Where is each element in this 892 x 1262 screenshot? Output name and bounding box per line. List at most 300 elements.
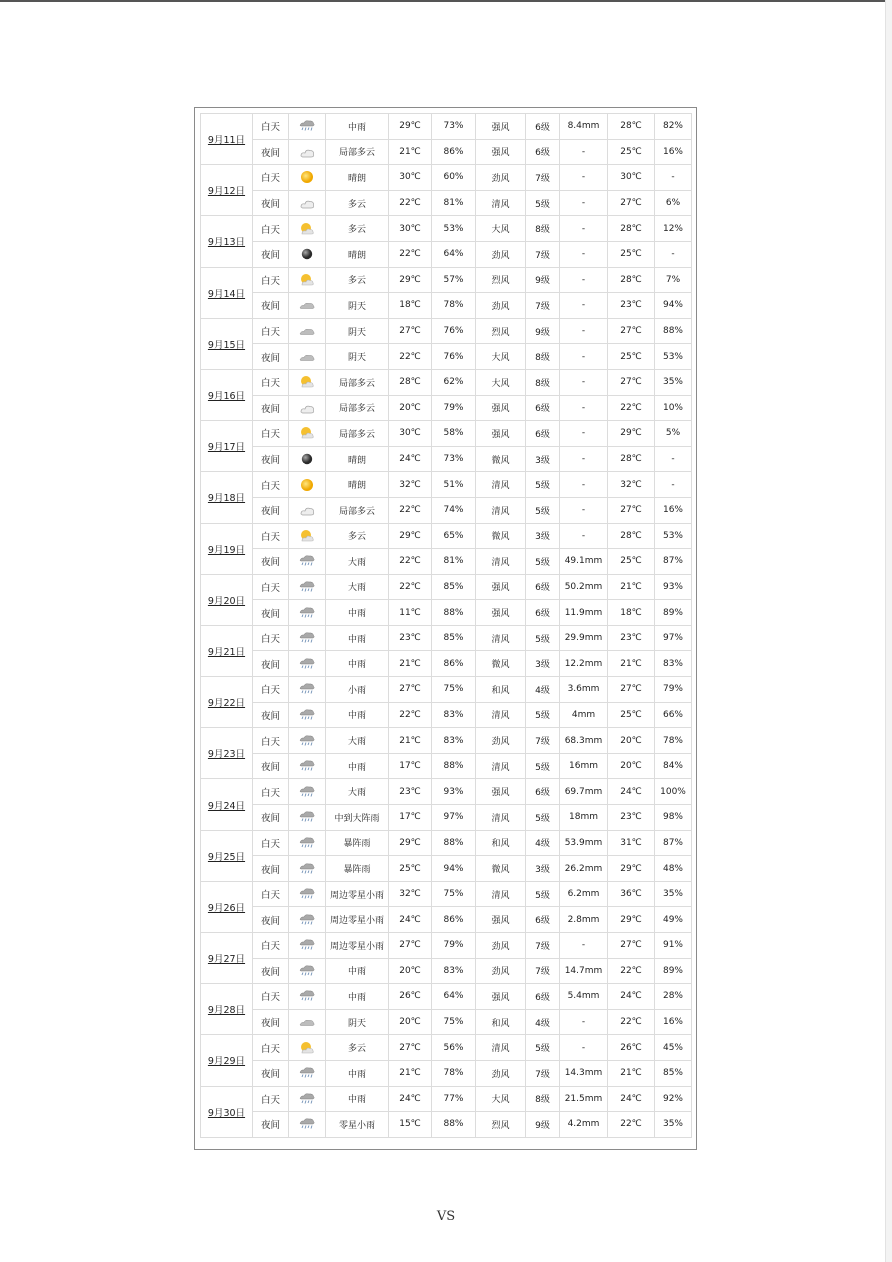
humidity-cell: 64% [432, 241, 476, 267]
rain-chance-cell: 53% [655, 344, 692, 370]
humidity-cell: 60% [432, 165, 476, 191]
humidity-cell: 86% [432, 907, 476, 933]
icon-cell [289, 856, 326, 882]
humidity-cell: 83% [432, 728, 476, 754]
condition-cell: 阴天 [326, 318, 389, 344]
condition-cell: 暴阵雨 [326, 830, 389, 856]
icon-cell [289, 651, 326, 677]
rain-icon [299, 887, 315, 901]
condition-cell: 周边零星小雨 [326, 933, 389, 959]
date-cell[interactable]: 9月18日 [201, 472, 253, 523]
wind-level-cell: 4级 [526, 830, 560, 856]
temperature-cell: 30℃ [389, 216, 432, 242]
precipitation-cell: - [560, 344, 608, 370]
wind-cell: 强风 [476, 395, 526, 421]
temperature-cell: 25℃ [389, 856, 432, 882]
partly-cloudy-night-icon [299, 196, 315, 210]
feels-like-cell: 23℃ [608, 805, 655, 831]
icon-cell [289, 702, 326, 728]
condition-cell: 小雨 [326, 677, 389, 703]
icon-cell [289, 779, 326, 805]
precipitation-cell: - [560, 318, 608, 344]
humidity-cell: 77% [432, 1086, 476, 1112]
wind-level-cell: 8级 [526, 369, 560, 395]
rain-icon [299, 554, 315, 568]
condition-cell: 晴朗 [326, 241, 389, 267]
wind-cell: 微风 [476, 446, 526, 472]
humidity-cell: 78% [432, 293, 476, 319]
wind-cell: 劲风 [476, 241, 526, 267]
rain-icon [299, 964, 315, 978]
feels-like-cell: 28℃ [608, 267, 655, 293]
rain-chance-cell: 49% [655, 907, 692, 933]
period-cell: 白天 [253, 574, 289, 600]
date-cell[interactable]: 9月17日 [201, 421, 253, 472]
wind-cell: 强风 [476, 984, 526, 1010]
wind-cell: 清风 [476, 1035, 526, 1061]
period-cell: 白天 [253, 318, 289, 344]
date-cell[interactable]: 9月19日 [201, 523, 253, 574]
partly-cloudy-night-icon [299, 145, 315, 159]
wind-cell: 强风 [476, 421, 526, 447]
date-cell[interactable]: 9月21日 [201, 625, 253, 676]
precipitation-cell: - [560, 165, 608, 191]
table-row [201, 1060, 692, 1086]
partly-cloudy-day-icon [299, 1041, 315, 1055]
table-row [201, 472, 692, 498]
precipitation-cell: 5.4mm [560, 984, 608, 1010]
rain-icon [299, 913, 315, 927]
precipitation-cell: 50.2mm [560, 574, 608, 600]
humidity-cell: 51% [432, 472, 476, 498]
condition-cell: 中雨 [326, 1060, 389, 1086]
condition-cell: 多云 [326, 267, 389, 293]
condition-cell: 大雨 [326, 779, 389, 805]
weather-forecast-table [200, 113, 692, 1138]
rain-chance-cell: 89% [655, 600, 692, 626]
condition-cell: 晴朗 [326, 472, 389, 498]
date-cell[interactable]: 9月30日 [201, 1086, 253, 1137]
period-cell: 夜间 [253, 651, 289, 677]
period-cell: 夜间 [253, 805, 289, 831]
temperature-cell: 32℃ [389, 881, 432, 907]
wind-cell: 强风 [476, 114, 526, 140]
partly-cloudy-night-icon [299, 503, 315, 517]
period-cell: 白天 [253, 779, 289, 805]
period-cell: 夜间 [253, 395, 289, 421]
condition-cell: 中雨 [326, 753, 389, 779]
condition-cell: 周边零星小雨 [326, 907, 389, 933]
wind-level-cell: 6级 [526, 114, 560, 140]
precipitation-cell: 69.7mm [560, 779, 608, 805]
precipitation-cell: - [560, 241, 608, 267]
wind-level-cell: 5级 [526, 1035, 560, 1061]
wind-level-cell: 7级 [526, 933, 560, 959]
period-cell: 夜间 [253, 1009, 289, 1035]
wind-cell: 清风 [476, 702, 526, 728]
wind-level-cell: 6级 [526, 907, 560, 933]
table-row [201, 702, 692, 728]
feels-like-cell: 25℃ [608, 702, 655, 728]
table-row [201, 574, 692, 600]
sunny-icon [299, 478, 315, 492]
date-cell[interactable]: 9月25日 [201, 830, 253, 881]
cloudy-icon [299, 350, 315, 364]
precipitation-cell: 53.9mm [560, 830, 608, 856]
humidity-cell: 97% [432, 805, 476, 831]
condition-cell: 多云 [326, 523, 389, 549]
temperature-cell: 30℃ [389, 421, 432, 447]
condition-cell: 中雨 [326, 702, 389, 728]
humidity-cell: 81% [432, 549, 476, 575]
table-row [201, 421, 692, 447]
table-row [201, 1112, 692, 1138]
feels-like-cell: 21℃ [608, 1060, 655, 1086]
period-cell: 白天 [253, 523, 289, 549]
table-row [201, 907, 692, 933]
condition-cell: 多云 [326, 190, 389, 216]
icon-cell [289, 318, 326, 344]
partly-cloudy-day-icon [299, 426, 315, 440]
condition-cell: 中雨 [326, 625, 389, 651]
humidity-cell: 64% [432, 984, 476, 1010]
wind-level-cell: 5级 [526, 881, 560, 907]
rain-icon [299, 1092, 315, 1106]
date-cell[interactable]: 9月20日 [201, 574, 253, 625]
wind-cell: 烈风 [476, 1112, 526, 1138]
wind-cell: 和风 [476, 1009, 526, 1035]
feels-like-cell: 23℃ [608, 293, 655, 319]
temperature-cell: 22℃ [389, 344, 432, 370]
precipitation-cell: 18mm [560, 805, 608, 831]
table-row [201, 293, 692, 319]
date-cell[interactable]: 9月28日 [201, 984, 253, 1035]
rain-icon [299, 759, 315, 773]
date-cell[interactable]: 9月15日 [201, 318, 253, 369]
rain-chance-cell: 78% [655, 728, 692, 754]
condition-cell: 大雨 [326, 574, 389, 600]
weather-table-body [201, 114, 692, 1138]
icon-cell [289, 958, 326, 984]
date-cell[interactable]: 9月27日 [201, 933, 253, 984]
icon-cell [289, 933, 326, 959]
period-cell: 白天 [253, 933, 289, 959]
date-cell[interactable]: 9月23日 [201, 728, 253, 779]
period-cell: 白天 [253, 165, 289, 191]
wind-cell: 清风 [476, 190, 526, 216]
table-row [201, 216, 692, 242]
wind-level-cell: 6级 [526, 395, 560, 421]
rain-icon [299, 938, 315, 952]
humidity-cell: 88% [432, 1112, 476, 1138]
precipitation-cell: - [560, 497, 608, 523]
period-cell: 白天 [253, 421, 289, 447]
condition-cell: 中雨 [326, 600, 389, 626]
rain-chance-cell: 45% [655, 1035, 692, 1061]
condition-cell: 局部多云 [326, 421, 389, 447]
wind-level-cell: 5级 [526, 805, 560, 831]
precipitation-cell: 12.2mm [560, 651, 608, 677]
precipitation-cell: 8.4mm [560, 114, 608, 140]
temperature-cell: 17℃ [389, 753, 432, 779]
wind-level-cell: 6级 [526, 139, 560, 165]
humidity-cell: 88% [432, 600, 476, 626]
period-cell: 夜间 [253, 702, 289, 728]
period-cell: 白天 [253, 728, 289, 754]
wind-cell: 和风 [476, 830, 526, 856]
wind-level-cell: 7级 [526, 1060, 560, 1086]
table-row [201, 933, 692, 959]
rain-chance-cell: 87% [655, 549, 692, 575]
table-row [201, 267, 692, 293]
precipitation-cell: 21.5mm [560, 1086, 608, 1112]
condition-cell: 局部多云 [326, 497, 389, 523]
period-cell: 白天 [253, 1086, 289, 1112]
rain-chance-cell: 87% [655, 830, 692, 856]
date-cell[interactable]: 9月22日 [201, 677, 253, 728]
feels-like-cell: 22℃ [608, 1112, 655, 1138]
icon-cell [289, 293, 326, 319]
wind-cell: 强风 [476, 600, 526, 626]
precipitation-cell: 14.7mm [560, 958, 608, 984]
rain-chance-cell: - [655, 446, 692, 472]
condition-cell: 晴朗 [326, 165, 389, 191]
feels-like-cell: 22℃ [608, 1009, 655, 1035]
feels-like-cell: 21℃ [608, 651, 655, 677]
condition-cell: 阴天 [326, 1009, 389, 1035]
date-cell[interactable]: 9月14日 [201, 267, 253, 318]
wind-level-cell: 5级 [526, 549, 560, 575]
icon-cell [289, 395, 326, 421]
table-row [201, 779, 692, 805]
precipitation-cell: - [560, 933, 608, 959]
wind-cell: 大风 [476, 369, 526, 395]
feels-like-cell: 27℃ [608, 933, 655, 959]
icon-cell [289, 190, 326, 216]
table-row [201, 677, 692, 703]
icon-cell [289, 753, 326, 779]
rain-chance-cell: 12% [655, 216, 692, 242]
cloudy-icon [299, 324, 315, 338]
wind-level-cell: 5级 [526, 472, 560, 498]
wind-cell: 劲风 [476, 1060, 526, 1086]
rain-icon [299, 734, 315, 748]
icon-cell [289, 267, 326, 293]
humidity-cell: 83% [432, 702, 476, 728]
precipitation-cell: - [560, 369, 608, 395]
date-cell[interactable]: 9月29日 [201, 1035, 253, 1086]
wind-cell: 大风 [476, 344, 526, 370]
condition-cell: 局部多云 [326, 369, 389, 395]
table-row [201, 1086, 692, 1112]
table-row [201, 114, 692, 140]
precipitation-cell: 16mm [560, 753, 608, 779]
table-row [201, 830, 692, 856]
icon-cell [289, 1060, 326, 1086]
icon-cell [289, 497, 326, 523]
wind-level-cell: 4级 [526, 677, 560, 703]
precipitation-cell: 68.3mm [560, 728, 608, 754]
rain-chance-cell: 16% [655, 1009, 692, 1035]
cloudy-icon [299, 1015, 315, 1029]
partly-cloudy-day-icon [299, 273, 315, 287]
page-footer-label: VS [436, 1209, 456, 1224]
temperature-cell: 32℃ [389, 472, 432, 498]
feels-like-cell: 20℃ [608, 728, 655, 754]
wind-level-cell: 4级 [526, 1009, 560, 1035]
wind-level-cell: 7级 [526, 293, 560, 319]
rain-icon [299, 836, 315, 850]
temperature-cell: 15℃ [389, 1112, 432, 1138]
precipitation-cell: 6.2mm [560, 881, 608, 907]
feels-like-cell: 28℃ [608, 446, 655, 472]
condition-cell: 多云 [326, 1035, 389, 1061]
rain-chance-cell: 10% [655, 395, 692, 421]
period-cell: 夜间 [253, 241, 289, 267]
condition-cell: 多云 [326, 216, 389, 242]
table-row [201, 369, 692, 395]
precipitation-cell: - [560, 395, 608, 421]
date-cell[interactable]: 9月26日 [201, 881, 253, 932]
temperature-cell: 24℃ [389, 1086, 432, 1112]
rain-chance-cell: 5% [655, 421, 692, 447]
rain-chance-cell: 35% [655, 369, 692, 395]
feels-like-cell: 31℃ [608, 830, 655, 856]
rain-icon [299, 580, 315, 594]
wind-level-cell: 8级 [526, 216, 560, 242]
rain-chance-cell: 93% [655, 574, 692, 600]
table-row [201, 856, 692, 882]
humidity-cell: 81% [432, 190, 476, 216]
period-cell: 白天 [253, 369, 289, 395]
condition-cell: 周边零星小雨 [326, 881, 389, 907]
icon-cell [289, 446, 326, 472]
wind-level-cell: 5级 [526, 625, 560, 651]
humidity-cell: 73% [432, 114, 476, 140]
period-cell: 白天 [253, 114, 289, 140]
temperature-cell: 23℃ [389, 779, 432, 805]
feels-like-cell: 25℃ [608, 139, 655, 165]
partly-cloudy-day-icon [299, 375, 315, 389]
feels-like-cell: 29℃ [608, 856, 655, 882]
humidity-cell: 86% [432, 651, 476, 677]
icon-cell [289, 114, 326, 140]
temperature-cell: 27℃ [389, 1035, 432, 1061]
date-cell[interactable]: 9月11日 [201, 114, 253, 165]
icon-cell [289, 421, 326, 447]
temperature-cell: 30℃ [389, 165, 432, 191]
rain-icon [299, 708, 315, 722]
condition-cell: 暴阵雨 [326, 856, 389, 882]
humidity-cell: 76% [432, 318, 476, 344]
table-row [201, 805, 692, 831]
wind-level-cell: 8级 [526, 1086, 560, 1112]
period-cell: 白天 [253, 984, 289, 1010]
humidity-cell: 62% [432, 369, 476, 395]
humidity-cell: 85% [432, 625, 476, 651]
icon-cell [289, 369, 326, 395]
temperature-cell: 20℃ [389, 958, 432, 984]
period-cell: 白天 [253, 472, 289, 498]
precipitation-cell: - [560, 421, 608, 447]
wind-cell: 微风 [476, 523, 526, 549]
condition-cell: 局部多云 [326, 395, 389, 421]
feels-like-cell: 20℃ [608, 753, 655, 779]
icon-cell [289, 1009, 326, 1035]
wind-level-cell: 9级 [526, 1112, 560, 1138]
wind-level-cell: 9级 [526, 318, 560, 344]
table-row [201, 881, 692, 907]
feels-like-cell: 28℃ [608, 216, 655, 242]
rain-icon [299, 1066, 315, 1080]
weather-table-frame [194, 107, 697, 1150]
table-row [201, 446, 692, 472]
period-cell: 夜间 [253, 549, 289, 575]
icon-cell [289, 805, 326, 831]
partly-cloudy-day-icon [299, 529, 315, 543]
rain-chance-cell: 16% [655, 139, 692, 165]
date-cell[interactable]: 9月13日 [201, 216, 253, 267]
feels-like-cell: 26℃ [608, 1035, 655, 1061]
date-cell[interactable]: 9月24日 [201, 779, 253, 830]
precipitation-cell: 11.9mm [560, 600, 608, 626]
humidity-cell: 53% [432, 216, 476, 242]
wind-cell: 清风 [476, 549, 526, 575]
condition-cell: 阴天 [326, 344, 389, 370]
condition-cell: 中雨 [326, 984, 389, 1010]
humidity-cell: 78% [432, 1060, 476, 1086]
icon-cell [289, 728, 326, 754]
rain-chance-cell: 28% [655, 984, 692, 1010]
icon-cell [289, 241, 326, 267]
date-cell[interactable]: 9月16日 [201, 369, 253, 420]
table-row [201, 600, 692, 626]
rain-icon [299, 119, 315, 133]
wind-cell: 强风 [476, 574, 526, 600]
feels-like-cell: 36℃ [608, 881, 655, 907]
humidity-cell: 79% [432, 395, 476, 421]
temperature-cell: 22℃ [389, 549, 432, 575]
wind-cell: 强风 [476, 139, 526, 165]
period-cell: 白天 [253, 267, 289, 293]
rain-chance-cell: 100% [655, 779, 692, 805]
precipitation-cell: - [560, 190, 608, 216]
wind-level-cell: 5级 [526, 497, 560, 523]
wind-cell: 劲风 [476, 293, 526, 319]
wind-level-cell: 3级 [526, 651, 560, 677]
period-cell: 夜间 [253, 446, 289, 472]
precipitation-cell: 4mm [560, 702, 608, 728]
temperature-cell: 21℃ [389, 728, 432, 754]
precipitation-cell: 49.1mm [560, 549, 608, 575]
temperature-cell: 29℃ [389, 267, 432, 293]
humidity-cell: 76% [432, 344, 476, 370]
table-row [201, 625, 692, 651]
rain-chance-cell: 85% [655, 1060, 692, 1086]
feels-like-cell: 24℃ [608, 1086, 655, 1112]
date-cell[interactable]: 9月12日 [201, 165, 253, 216]
rain-chance-cell: 7% [655, 267, 692, 293]
rain-chance-cell: 89% [655, 958, 692, 984]
rain-chance-cell: 91% [655, 933, 692, 959]
page-edge-strip [885, 0, 892, 1262]
temperature-cell: 24℃ [389, 446, 432, 472]
feels-like-cell: 24℃ [608, 984, 655, 1010]
temperature-cell: 20℃ [389, 395, 432, 421]
precipitation-cell: - [560, 139, 608, 165]
feels-like-cell: 27℃ [608, 190, 655, 216]
table-row [201, 344, 692, 370]
